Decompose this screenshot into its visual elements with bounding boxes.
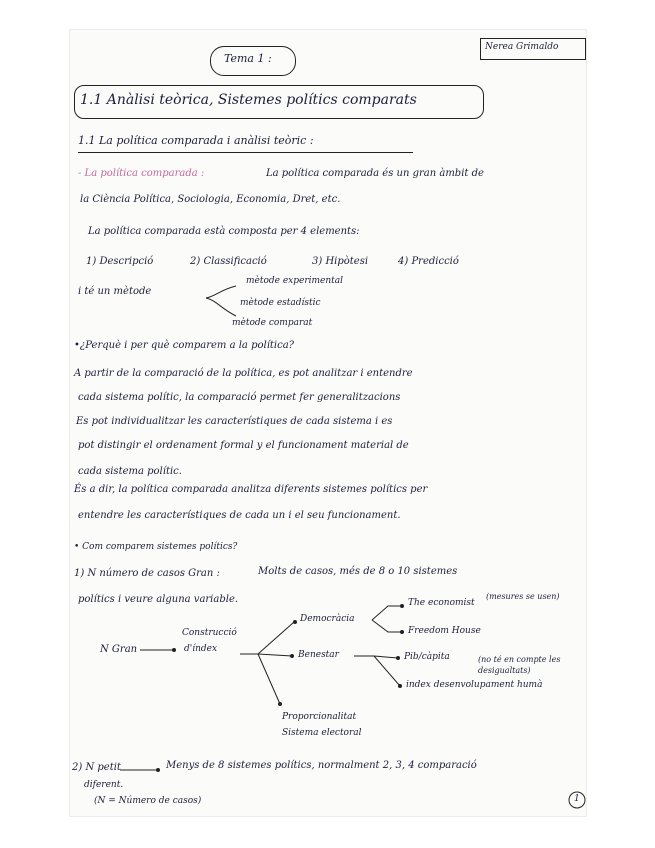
diagram-construccio: Construcció <box>182 628 237 638</box>
diagram-economist-note: (mesures se usen) <box>486 592 560 601</box>
how-heading: • Com comparem sistemes polítics? <box>74 542 238 552</box>
diagram-proporcionalitat: Proporcionalitat <box>282 712 357 722</box>
democracia-dot <box>293 620 297 624</box>
metode-intro: i té un mètode <box>78 286 152 297</box>
page-title: Tema 1 : <box>224 52 272 65</box>
npetit-line-3: (N = Número de casos) <box>94 796 202 806</box>
ngran-line-2: polítics i veure alguna variable. <box>78 594 239 605</box>
ngran-line-1b: Molts de casos, més de 8 o 10 sistemes <box>258 566 458 577</box>
index-dot <box>398 684 402 688</box>
diagram-freedom: Freedom House <box>408 626 481 636</box>
pib-dot <box>396 656 400 660</box>
npetit-line-1b: Menys de 8 sistemes polítics, normalment 2, 3, 4 comparació <box>166 760 477 771</box>
freedom-dot <box>400 630 404 634</box>
economist-dot <box>400 604 404 608</box>
elements-intro: La política comparada està composta per 4 elements: <box>88 226 360 237</box>
definition-text-2: la Ciència Política, Sociologia, Economia, Dret, etc. <box>80 194 341 205</box>
link-freedom <box>372 620 402 632</box>
link-economist <box>372 606 402 620</box>
metode-estadistic: mètode estadístic <box>240 298 321 308</box>
definition-text: La política comparada és un gran àmbit de <box>266 168 484 179</box>
definition-label: - La política comparada : <box>78 168 205 179</box>
element-4: 4) Predicció <box>398 256 459 267</box>
section-subtitle: 1.1 La política comparada i anàlisi teòric : <box>78 134 314 147</box>
npetit-line-1: 2) N petit <box>72 762 121 773</box>
diagram-index: index desenvolupament humà <box>406 680 543 690</box>
para1-line-5: cada sistema polític. <box>78 466 182 477</box>
metode-brace <box>206 286 236 316</box>
link-index <box>374 656 400 686</box>
diagram-ngran: N Gran <box>100 644 138 655</box>
para2-line-1: És a dir, la política comparada analitza diferents sistemes polítics per <box>74 484 428 495</box>
para1-line-1: A partir de la comparació de la política, es pot analitzar i entendre <box>74 368 413 379</box>
diagram-economist: The economist <box>408 598 475 608</box>
metode-comparat: mètode comparat <box>232 318 313 328</box>
diagram-pib-note: (no té en compte les desigualtats) <box>478 655 561 675</box>
diagram-sistema-electoral: Sistema electoral <box>282 728 362 738</box>
page-number: 1 <box>574 794 580 804</box>
para2-line-2: entendre les característiques de cada un i el seu funcionament. <box>78 510 401 521</box>
element-2: 2) Classificació <box>190 256 267 267</box>
question-heading: •¿Perquè i per què comparem a la política? <box>74 340 295 351</box>
diagram-democracia: Democràcia <box>300 614 355 624</box>
link-proporcionalitat <box>258 654 280 704</box>
section-title: 1.1 Anàlisi teòrica, Sistemes polítics comparats <box>80 92 417 108</box>
diagram-benestar: Benestar <box>298 650 339 660</box>
link-democracia <box>240 622 294 654</box>
para1-line-2: cada sistema polític, la comparació permet fer generalitzacions <box>78 392 401 403</box>
proporcionalitat-dot <box>278 702 282 706</box>
element-1: 1) Descripció <box>86 256 154 267</box>
benestar-dot <box>290 654 294 658</box>
link-benestar <box>258 654 292 656</box>
npetit-arrow-head <box>156 768 160 772</box>
npetit-line-2: diferent. <box>84 780 124 790</box>
metode-experimental: mètode experimental <box>246 276 344 286</box>
ngran-line-1: 1) N número de casos Gran : <box>74 568 220 579</box>
diagram-pib: Pib/càpita <box>404 652 450 662</box>
para1-line-3: Es pot individualitzar les característiques de cada sistema i es <box>76 416 393 427</box>
author-name: Nerea Grimaldo <box>485 42 559 52</box>
element-3: 3) Hipòtesi <box>312 256 369 267</box>
para1-line-4: pot distingir el ordenament formal y el funcionament material de <box>78 440 409 451</box>
diagram-dindex: d'índex <box>184 644 218 654</box>
ngran-arrow-head <box>172 648 176 652</box>
